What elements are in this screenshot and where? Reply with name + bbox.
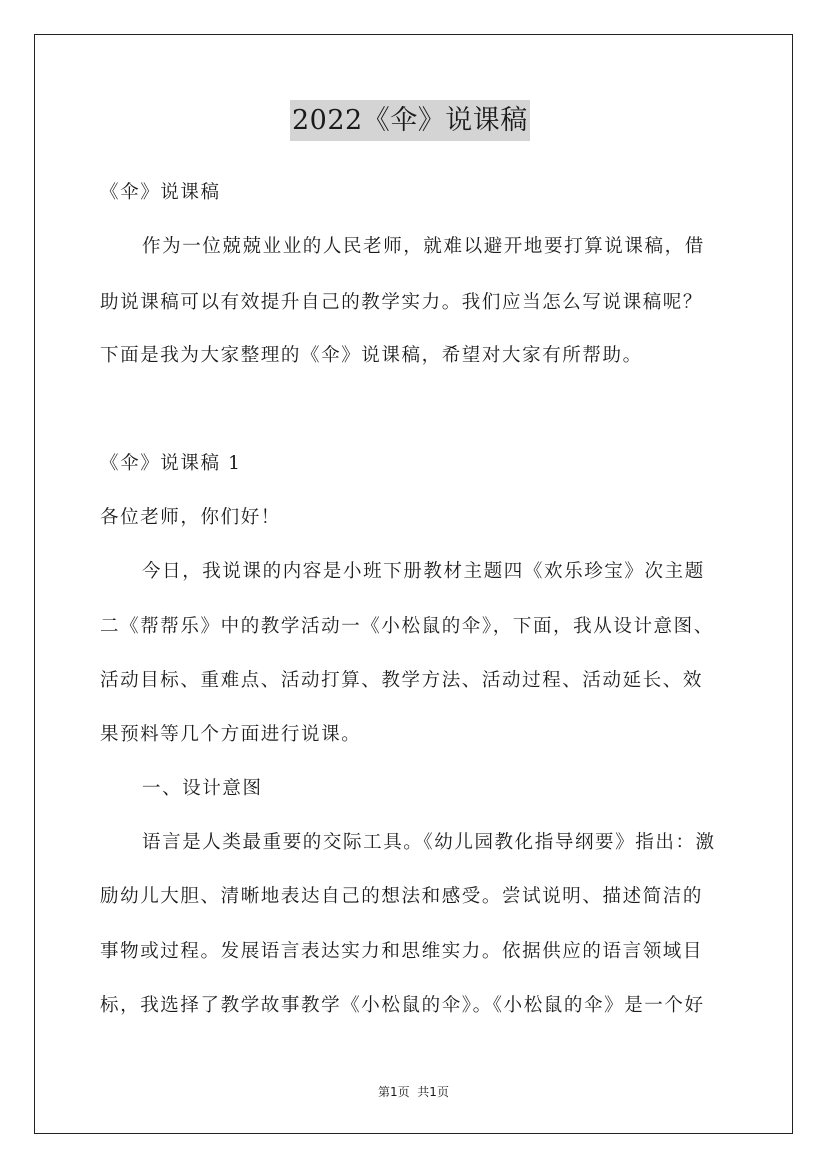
paragraph-line: 励幼儿大胆、清晰地表达自己的想法和感受。尝试说明、描述简洁的 xyxy=(100,886,704,907)
paragraph-line: 事物或过程。发展语言表达实力和思维实力。依据供应的语言领域目 xyxy=(100,941,704,962)
paragraph-line: 今日，我说课的内容是小班下册教材主题四《欢乐珍宝》次主题 xyxy=(142,561,705,582)
paragraph-line: 助说课稿可以有效提升自己的教学实力。我们应当怎么写说课稿呢？ xyxy=(100,292,704,313)
paragraph-line: 作为一位兢兢业业的人民老师，就难以避开地要打算说课稿，借 xyxy=(142,236,705,257)
greeting-line: 各位老师，你们好！ xyxy=(100,507,281,528)
subsection-heading: 一、设计意图 xyxy=(142,778,263,799)
paragraph-line: 语言是人类最重要的交际工具。《幼儿园教化指导纲要》指出：激 xyxy=(142,832,716,853)
paragraph-line: 果预料等几个方面进行说课。 xyxy=(100,724,362,745)
paragraph-line: 标，我选择了教学故事教学《小松鼠的伞》。《小松鼠的伞》是一个好 xyxy=(100,995,705,1016)
paragraph-line: 下面是我为大家整理的《伞》说课稿，希望对大家有所帮助。 xyxy=(100,345,643,366)
document-title: 2022《伞》说课稿 xyxy=(290,100,530,141)
paragraph-line: 二《帮帮乐》中的教学活动一《小松鼠的伞》，下面，我从设计意图、 xyxy=(100,616,714,637)
section-heading: 《伞》说课稿 1 xyxy=(100,453,242,474)
subtitle-line: 《伞》说课稿 xyxy=(100,182,221,203)
page-footer: 第1页 共1页 xyxy=(378,1085,449,1099)
paragraph-line: 活动目标、重难点、活动打算、教学方法、活动过程、活动延长、效 xyxy=(100,670,704,691)
